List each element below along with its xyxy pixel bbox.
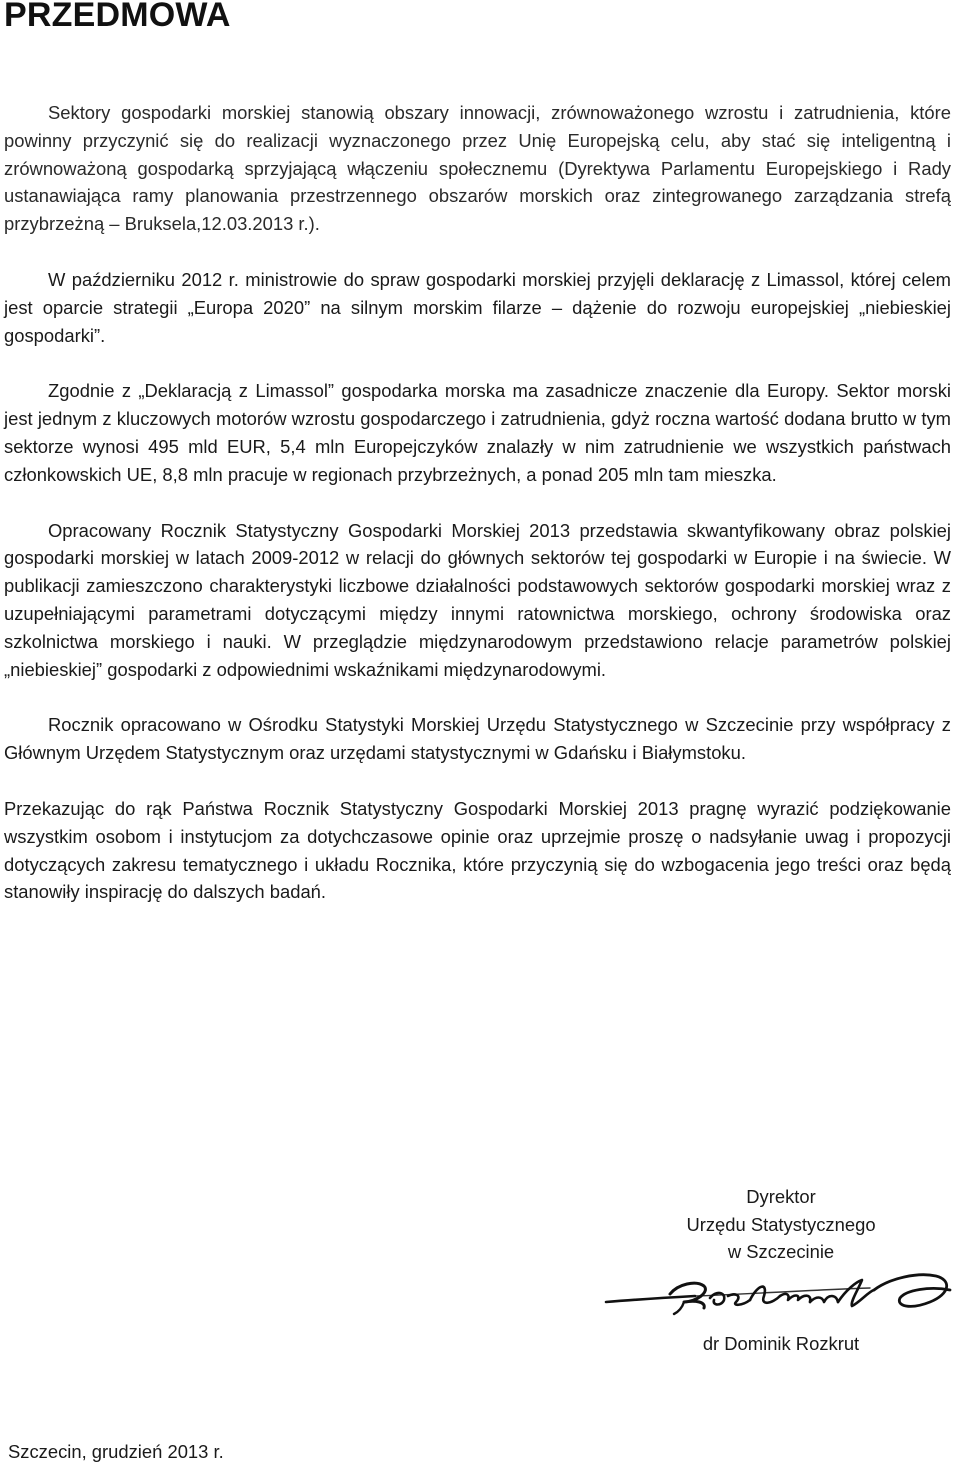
paragraph-2: W październiku 2012 r. ministrowie do spraw gospodarki morskiej przyjęli deklarację z Limassol, której celem jest oparcie strategii „Europa 2020” na silnym morskim filarze – dążenie do rozwoju europejskiej „niebieskiej gospodarki”. (4, 268, 951, 346)
handwritten-signature-icon (600, 1272, 960, 1322)
preface-body (4, 99, 951, 934)
signatory-role-line-2: Urzędu Statystycznego (686, 1213, 876, 1235)
signatory-role-line-3: w Szczecinie (727, 1241, 835, 1263)
paragraph-3: Zgodnie z „Deklaracją z Limassol” gospodarka morska ma zasadnicze znaczenie dla Europy. Sektor morski jest jednym z kluczowych motorów wzrostu gospodarczego i zatrudnienia, gdyż roczna wartość dodana brutto w tym sektorze wynosi 495 mld EUR, 5,4 mln Europejczyków znalazły w nim zatrudnienie we wszystkich państwach członkowskich UE, 8,8 mln pracuje w regionach przybrzeżnych, a ponad 205 mln tam mieszka. (4, 380, 951, 485)
paragraph-6: Przekazując do rąk Państwa Rocznik Statystyczny Gospodarki Morskiej 2013 pragnę wyrazić podziękowanie wszystkim osobom i instytucjom za dotychczasowe opinie oraz uprzejmie proszę o nadsyłanie uwag i propozycji dotyczących zakresu tematycznego i układu Rocznika, które przyczynią się do wzbogacenia jego treści oraz będą stanowiły inspirację do dalszych badań. (4, 797, 951, 903)
paragraph-4: Opracowany Rocznik Statystyczny Gospodarki Morskiej 2013 przedstawia skwantyfikowany obraz polskiej gospodarki morskiej w latach 2009-2012 w relacji do głównych sektorów tej gospodarki w Europie i na świecie. W publikacji zamieszczono charakterystyki liczbowe działalności podstawowych sektorów gospodarki morskiej wraz z uzupełniającymi parametrami dotyczącymi między innymi ratownictwa morskiego, ochrony środowiska oraz szkolnictwa morskiego i nauki. W przeglądzie międzynarodowym przedstawiono relacje parametrów polskiej „niebieskiej” gospodarki z odpowiednimi wskaźnikami międzynarodowymi. (4, 519, 951, 680)
paragraph-1: Sektory gospodarki morskiej stanowią obszary innowacji, zrównoważonego wzrostu i zatrudnienia, które powinny przyczynić się do realizacji wyznaczonego przez Unię Europejską celu, aby stać się inteligentną i zrównoważoną gospodarką sprzyjającą włączeniu społecznemu (Dyrektywa Parlamentu Europejskiego i Rady ustanawiająca ramy planowania przestrzennego obszarów morskich oraz zintegrowanego zarządzania strefą przybrzeżną – Bruksela,12.03.2013 r.). (4, 102, 951, 235)
paragraph-5: Rocznik opracowano w Ośrodku Statystyki Morskiej Urzędu Statystycznego w Szczecinie przy współpracy z Głównym Urzędem Statystycznym oraz urzędami statystycznymi w Gdańsku i Białymstoku. (4, 714, 951, 764)
page-title: PRZEDMOWA (4, 0, 231, 34)
place-and-date: Szczecin, grudzień 2013 r. (8, 1441, 224, 1462)
signatory-role-line-1: Dyrektor (746, 1186, 816, 1207)
signature-block (600, 1183, 960, 1356)
signatory-name: dr Dominik Rozkrut (702, 1332, 860, 1354)
